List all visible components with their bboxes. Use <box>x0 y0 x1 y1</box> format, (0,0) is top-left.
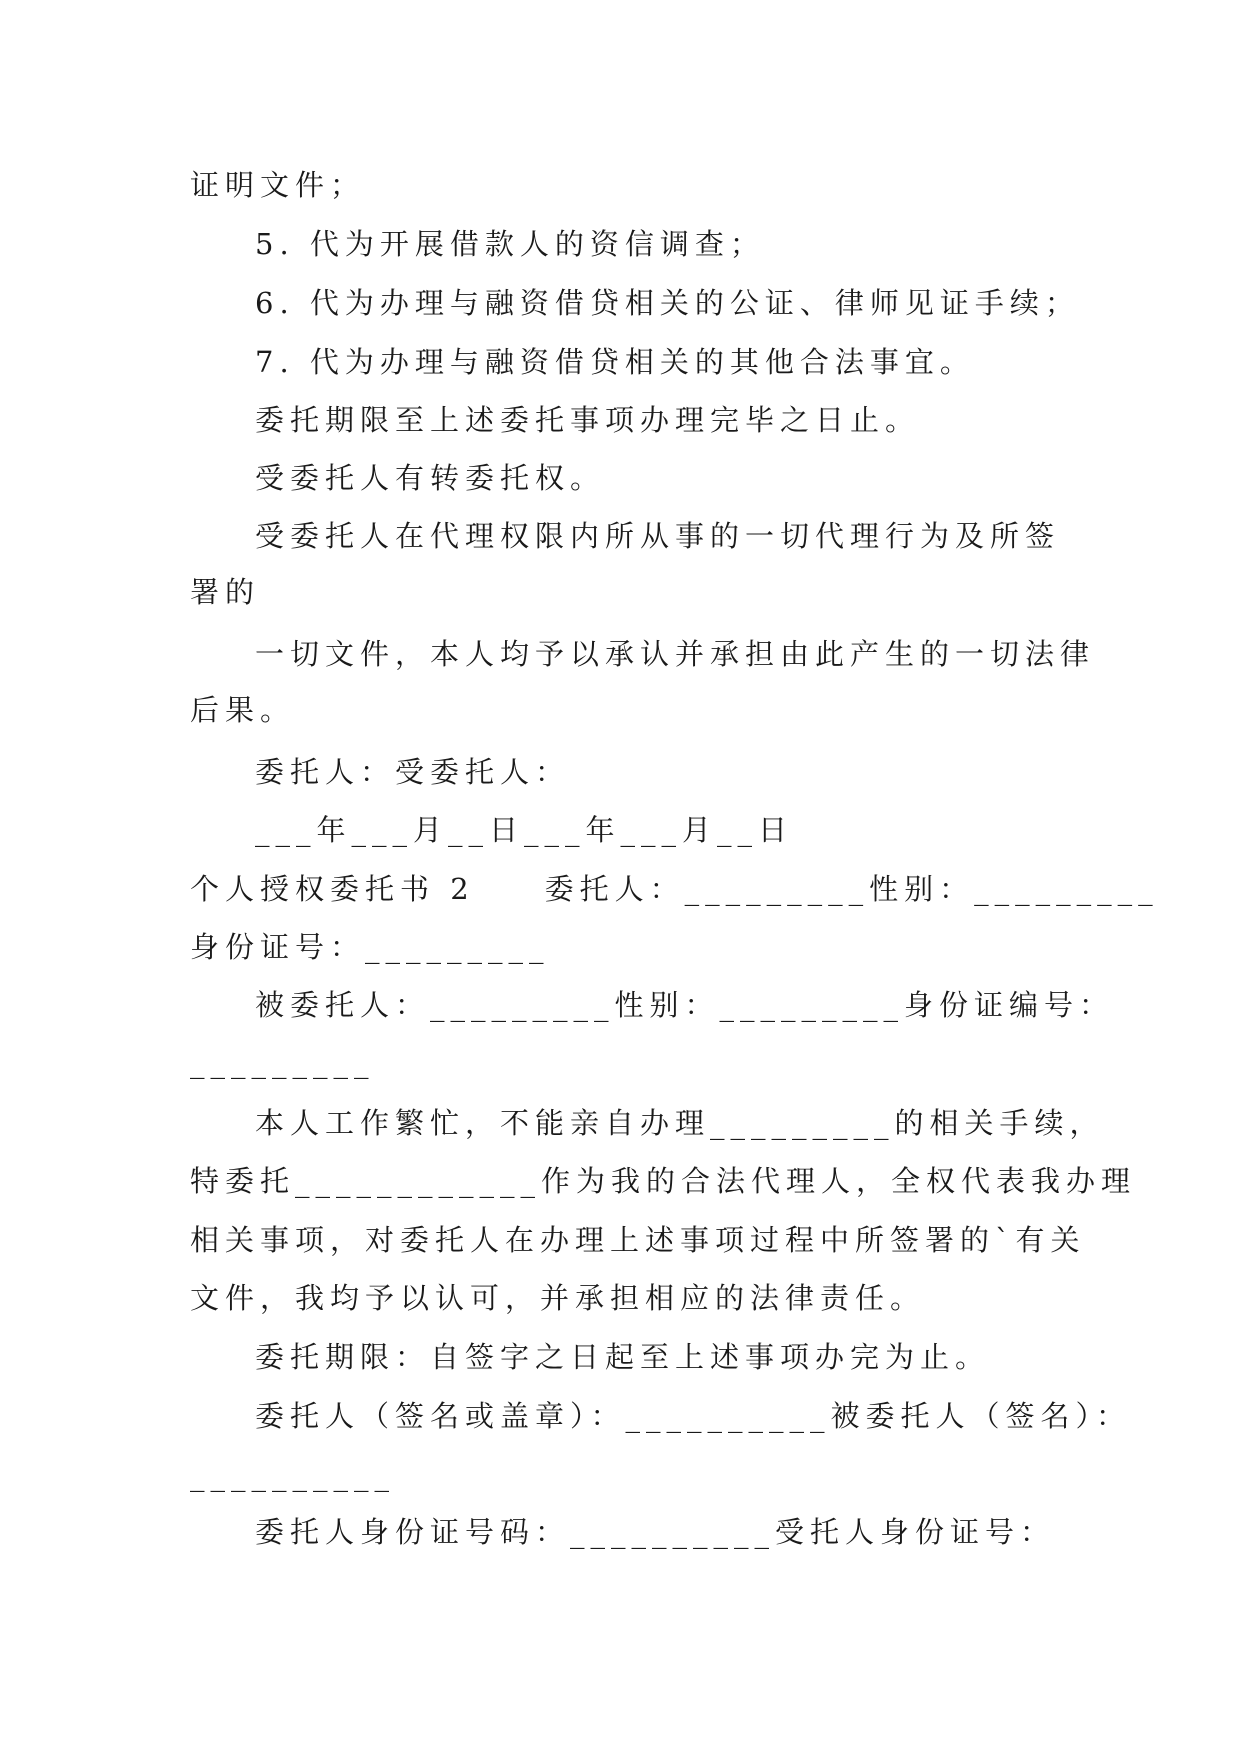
list-item: 5. 代为开展借款人的资信调查； <box>255 227 765 261</box>
text-line: 相关事项，对委托人在办理上述事项过程中所签署的`有关 <box>190 1223 1086 1257</box>
text-line: 委托期限：自签字之日起至上述事项办完为止。 <box>255 1340 991 1374</box>
text-line: 文件，我均予以认可，并承担相应的法律责任。 <box>190 1281 926 1315</box>
text-line: 委托期限至上述委托事项办理完毕之日止。 <box>255 403 921 437</box>
text-line: 后果。 <box>190 693 296 727</box>
text-line: 本人工作繁忙，不能亲自办理_________的相关手续， <box>255 1106 1105 1140</box>
date-line: ___年___月__日___年___月__日 <box>255 813 794 847</box>
text-line: 一切文件，本人均予以承认并承担由此产生的一切法律 <box>255 637 1096 671</box>
text-line: 被委托人：_________性别：_________身份证编号： <box>255 988 1115 1022</box>
section-title: 个人授权委托书 2 委托人：_________性别：_________ <box>190 872 1159 906</box>
text-line: 署的 <box>190 575 261 609</box>
id-number-line: 委托人身份证号码：__________受托人身份证号： <box>255 1515 1056 1549</box>
list-item: 6. 代为办理与融资借贷相关的公证、律师见证手续； <box>255 286 1080 320</box>
text-line: 受委托人在代理权限内所从事的一切代理行为及所签 <box>255 519 1061 553</box>
text-line: 身份证号：_________ <box>190 930 550 964</box>
text-line: 特委托____________作为我的合法代理人，全权代表我办理 <box>190 1164 1137 1198</box>
text-line: 受委托人有转委托权。 <box>255 461 606 495</box>
signature-label: 委托人：受委托人： <box>255 755 571 789</box>
signature-line: 委托人（签名或盖章）：__________被委托人（签名）： <box>255 1399 1132 1433</box>
text-line: __________ <box>190 1458 395 1492</box>
list-item: 7. 代为办理与融资借贷相关的其他合法事宜。 <box>255 345 975 379</box>
text-line: 证明文件； <box>190 168 366 202</box>
text-line: _________ <box>190 1045 375 1079</box>
